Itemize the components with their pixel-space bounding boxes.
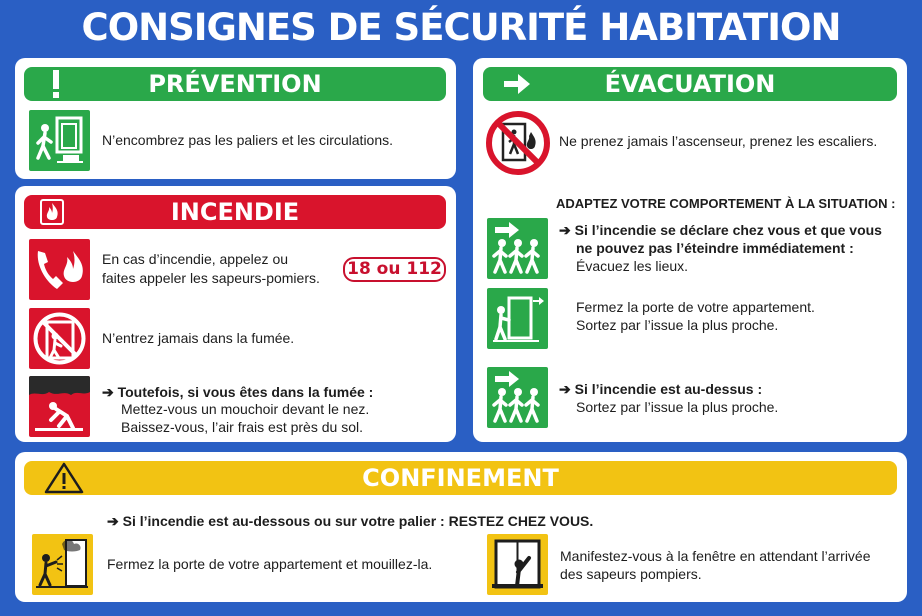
confinement-item-2-line-2: des sapeurs pompiers.	[560, 566, 702, 582]
case2-line-1: Fermez la porte de votre appartement.	[576, 299, 815, 315]
person-at-door-icon	[29, 110, 90, 171]
evacuate-group-icon	[487, 218, 548, 279]
prevention-banner	[24, 67, 446, 101]
evacuation-panel	[473, 58, 907, 442]
no-smoke-entry-icon	[29, 308, 90, 369]
case3-line-2: Sortez par l’issue la plus proche.	[576, 399, 779, 415]
window-signal-icon	[487, 534, 548, 595]
page-title: CONSIGNES DE SÉCURITÉ HABITATION	[81, 6, 841, 49]
evacuation-banner	[483, 67, 897, 101]
call-line-1: En cas d’incendie, appelez ou	[102, 251, 289, 267]
smoke-warning-text: N’entrez jamais dans la fumée.	[102, 330, 295, 346]
confinement-banner	[24, 461, 897, 495]
crawling-in-smoke-icon	[29, 376, 90, 437]
case3-line-1: ➔ Si l’incendie est au-dessus :	[559, 381, 763, 397]
smoke-line-2: Baissez-vous, l’air frais est près du sol.	[121, 419, 363, 435]
smoke-line-1: Mettez-vous un mouchoir devant le nez.	[121, 401, 370, 417]
smoke-heading: ➔ Toutefois, si vous êtes dans la fumée :	[102, 384, 374, 400]
prevention-heading: PRÉVENTION	[148, 70, 322, 98]
no-elevator-icon	[485, 110, 551, 176]
case1-line-3: Évacuez les lieux.	[576, 258, 689, 274]
confinement-heading: CONFINEMENT	[362, 464, 559, 492]
confinement-item-2-line-1: Manifestez-vous à la fenêtre en attendant l’arrivée	[560, 548, 871, 564]
emergency-number-badge: 18 ou 112	[343, 257, 446, 282]
confinement-item-1: Fermez la porte de votre appartement et mouillez-la.	[107, 556, 433, 572]
confinement-condition: ➔ Si l’incendie est au-dessous ou sur votre palier : RESTEZ CHEZ VOUS.	[107, 513, 594, 529]
elevator-warning-text: Ne prenez jamais l’ascenseur, prenez les escaliers.	[559, 133, 878, 149]
incendie-banner	[24, 195, 446, 229]
confinement-panel	[15, 452, 907, 602]
fire-phone-icon	[29, 239, 90, 300]
incendie-heading: INCENDIE	[170, 198, 300, 226]
evacuate-group-icon-2	[487, 367, 548, 428]
wet-door-icon	[32, 534, 93, 595]
call-line-2: faites appeler les sapeurs-pomiers.	[102, 270, 320, 286]
adapt-heading: ADAPTEZ VOTRE COMPORTEMENT À LA SITUATION :	[556, 196, 896, 211]
case2-line-2: Sortez par l’issue la plus proche.	[576, 317, 779, 333]
case1-line-1: ➔ Si l’incendie se déclare chez vous et que vous	[559, 222, 882, 238]
prevention-item-text: N’encombrez pas les paliers et les circulations.	[102, 132, 394, 148]
close-door-exit-icon	[487, 288, 548, 349]
incendie-panel	[15, 186, 456, 442]
prevention-panel	[15, 58, 456, 179]
case1-line-2: ne pouvez pas l’éteindre immédiatement :	[576, 240, 854, 256]
evacuation-heading: ÉVACUATION	[604, 70, 776, 98]
